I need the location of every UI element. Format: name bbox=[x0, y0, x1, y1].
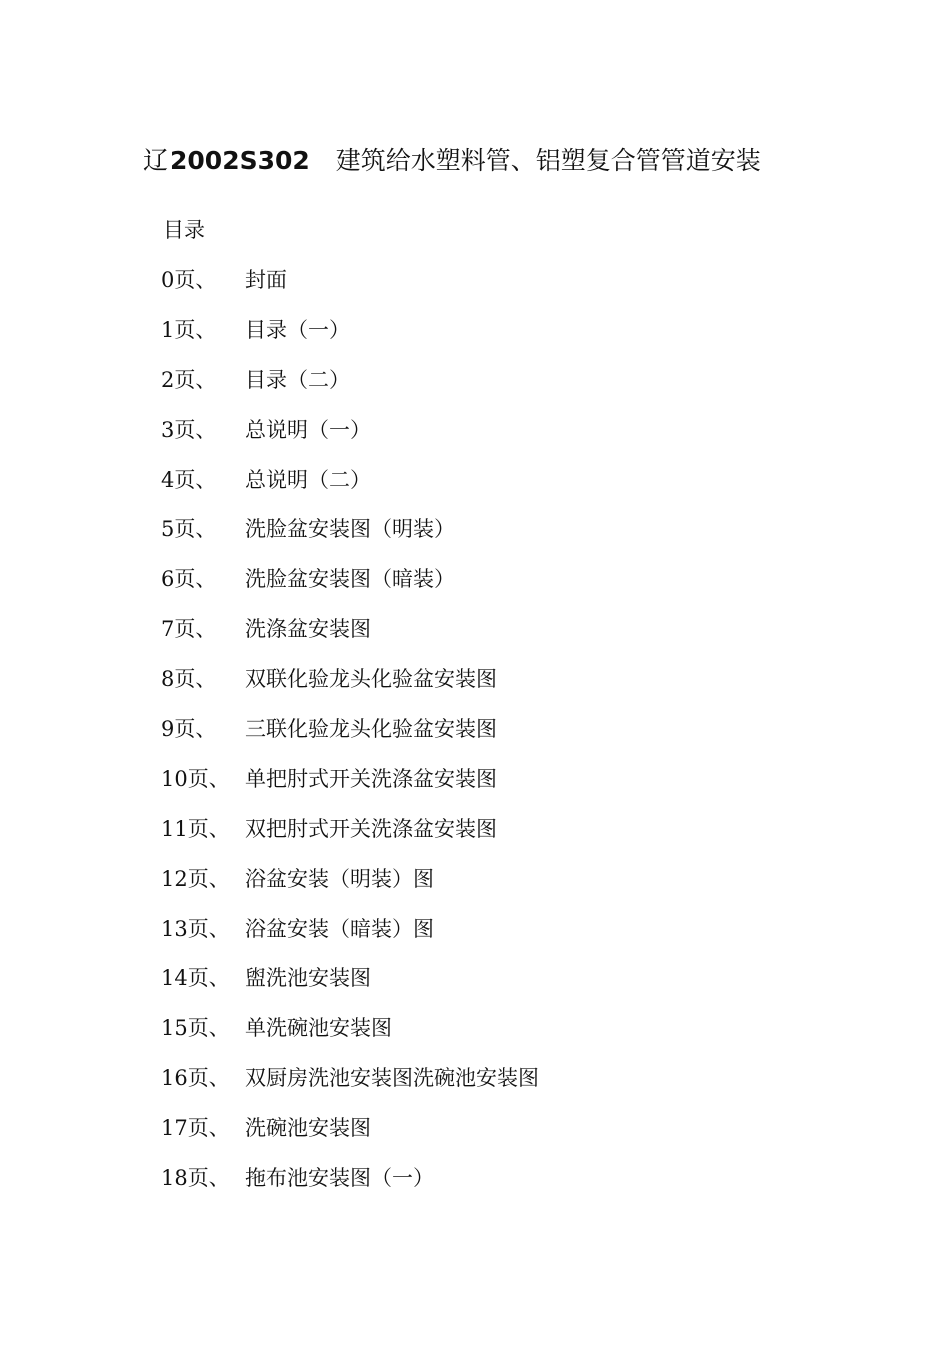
toc-entry-title: 总说明（一） bbox=[245, 417, 371, 442]
toc-entry bbox=[161, 466, 539, 516]
toc-page-number: 13页、 bbox=[161, 916, 230, 941]
toc-page-number: 12页、 bbox=[161, 866, 230, 891]
toc-entry-title: 洗脸盆安装图（暗装） bbox=[245, 567, 455, 592]
toc-entry-title: 盥洗池安装图 bbox=[245, 966, 371, 991]
table-of-contents bbox=[161, 266, 539, 1214]
toc-entry-title: 浴盆安装（暗装）图 bbox=[245, 916, 434, 941]
toc-entry-title: 双厨房洗池安装图洗碗池安装图 bbox=[245, 1066, 539, 1091]
toc-page-number: 15页、 bbox=[161, 1016, 230, 1041]
toc-entry bbox=[161, 266, 539, 316]
toc-page-number: 4页、 bbox=[161, 467, 217, 492]
toc-entry bbox=[161, 515, 539, 565]
toc-page-number: 10页、 bbox=[161, 766, 230, 791]
toc-page-number: 3页、 bbox=[161, 417, 217, 442]
toc-entry-title: 目录（一） bbox=[245, 317, 350, 342]
toc-entry bbox=[161, 366, 539, 416]
toc-entry-title: 洗碗池安装图 bbox=[245, 1116, 371, 1141]
toc-entry bbox=[161, 765, 539, 815]
toc-entry-title: 洗脸盆安装图（明装） bbox=[245, 517, 455, 542]
toc-entry bbox=[161, 1164, 539, 1214]
toc-entry-title: 拖布池安装图（一） bbox=[245, 1166, 434, 1191]
toc-entry bbox=[161, 1014, 539, 1064]
toc-entry bbox=[161, 615, 539, 665]
toc-entry-title: 目录（二） bbox=[245, 367, 350, 392]
toc-page-number: 1页、 bbox=[161, 317, 217, 342]
toc-page-number: 5页、 bbox=[161, 517, 217, 542]
toc-entry-title: 三联化验龙头化验盆安装图 bbox=[245, 717, 497, 742]
toc-entry bbox=[161, 815, 539, 865]
toc-entry bbox=[161, 416, 539, 466]
toc-entry-title: 双把肘式开关洗涤盆安装图 bbox=[245, 816, 497, 841]
toc-entry-title: 双联化验龙头化验盆安装图 bbox=[245, 667, 497, 692]
toc-page-number: 0页、 bbox=[161, 268, 217, 292]
toc-entry-title: 洗涤盆安装图 bbox=[245, 617, 371, 642]
document-title bbox=[143, 144, 761, 178]
toc-entry bbox=[161, 715, 539, 765]
standard-code: 2002S302 bbox=[170, 146, 310, 175]
toc-page-number: 8页、 bbox=[161, 667, 217, 692]
title-name: 建筑给水塑料管、铝塑复合管管道安装 bbox=[335, 146, 761, 175]
toc-page-number: 14页、 bbox=[161, 966, 230, 991]
toc-page-number: 16页、 bbox=[161, 1066, 230, 1091]
toc-page-number: 6页、 bbox=[161, 567, 217, 592]
toc-page-number: 9页、 bbox=[161, 717, 217, 742]
toc-page-number: 18页、 bbox=[161, 1166, 230, 1191]
toc-entry bbox=[161, 665, 539, 715]
toc-page-number: 17页、 bbox=[161, 1116, 230, 1141]
toc-entry-title: 浴盆安装（明装）图 bbox=[245, 866, 434, 891]
toc-heading: 目录 bbox=[163, 218, 205, 242]
title-prefix: 辽 bbox=[143, 146, 169, 175]
toc-page-number: 7页、 bbox=[161, 617, 217, 642]
toc-entry-title: 总说明（二） bbox=[245, 467, 371, 492]
toc-page-number: 11页、 bbox=[161, 816, 230, 841]
toc-entry bbox=[161, 316, 539, 366]
toc-entry bbox=[161, 964, 539, 1014]
toc-entry bbox=[161, 865, 539, 915]
toc-entry bbox=[161, 915, 539, 965]
toc-entry bbox=[161, 1114, 539, 1164]
toc-entry bbox=[161, 1064, 539, 1114]
toc-page-number: 2页、 bbox=[161, 367, 217, 392]
toc-entry-title: 单洗碗池安装图 bbox=[245, 1016, 392, 1041]
toc-entry-title: 单把肘式开关洗涤盆安装图 bbox=[245, 766, 497, 791]
toc-entry-title: 封面 bbox=[245, 268, 287, 292]
toc-entry bbox=[161, 565, 539, 615]
